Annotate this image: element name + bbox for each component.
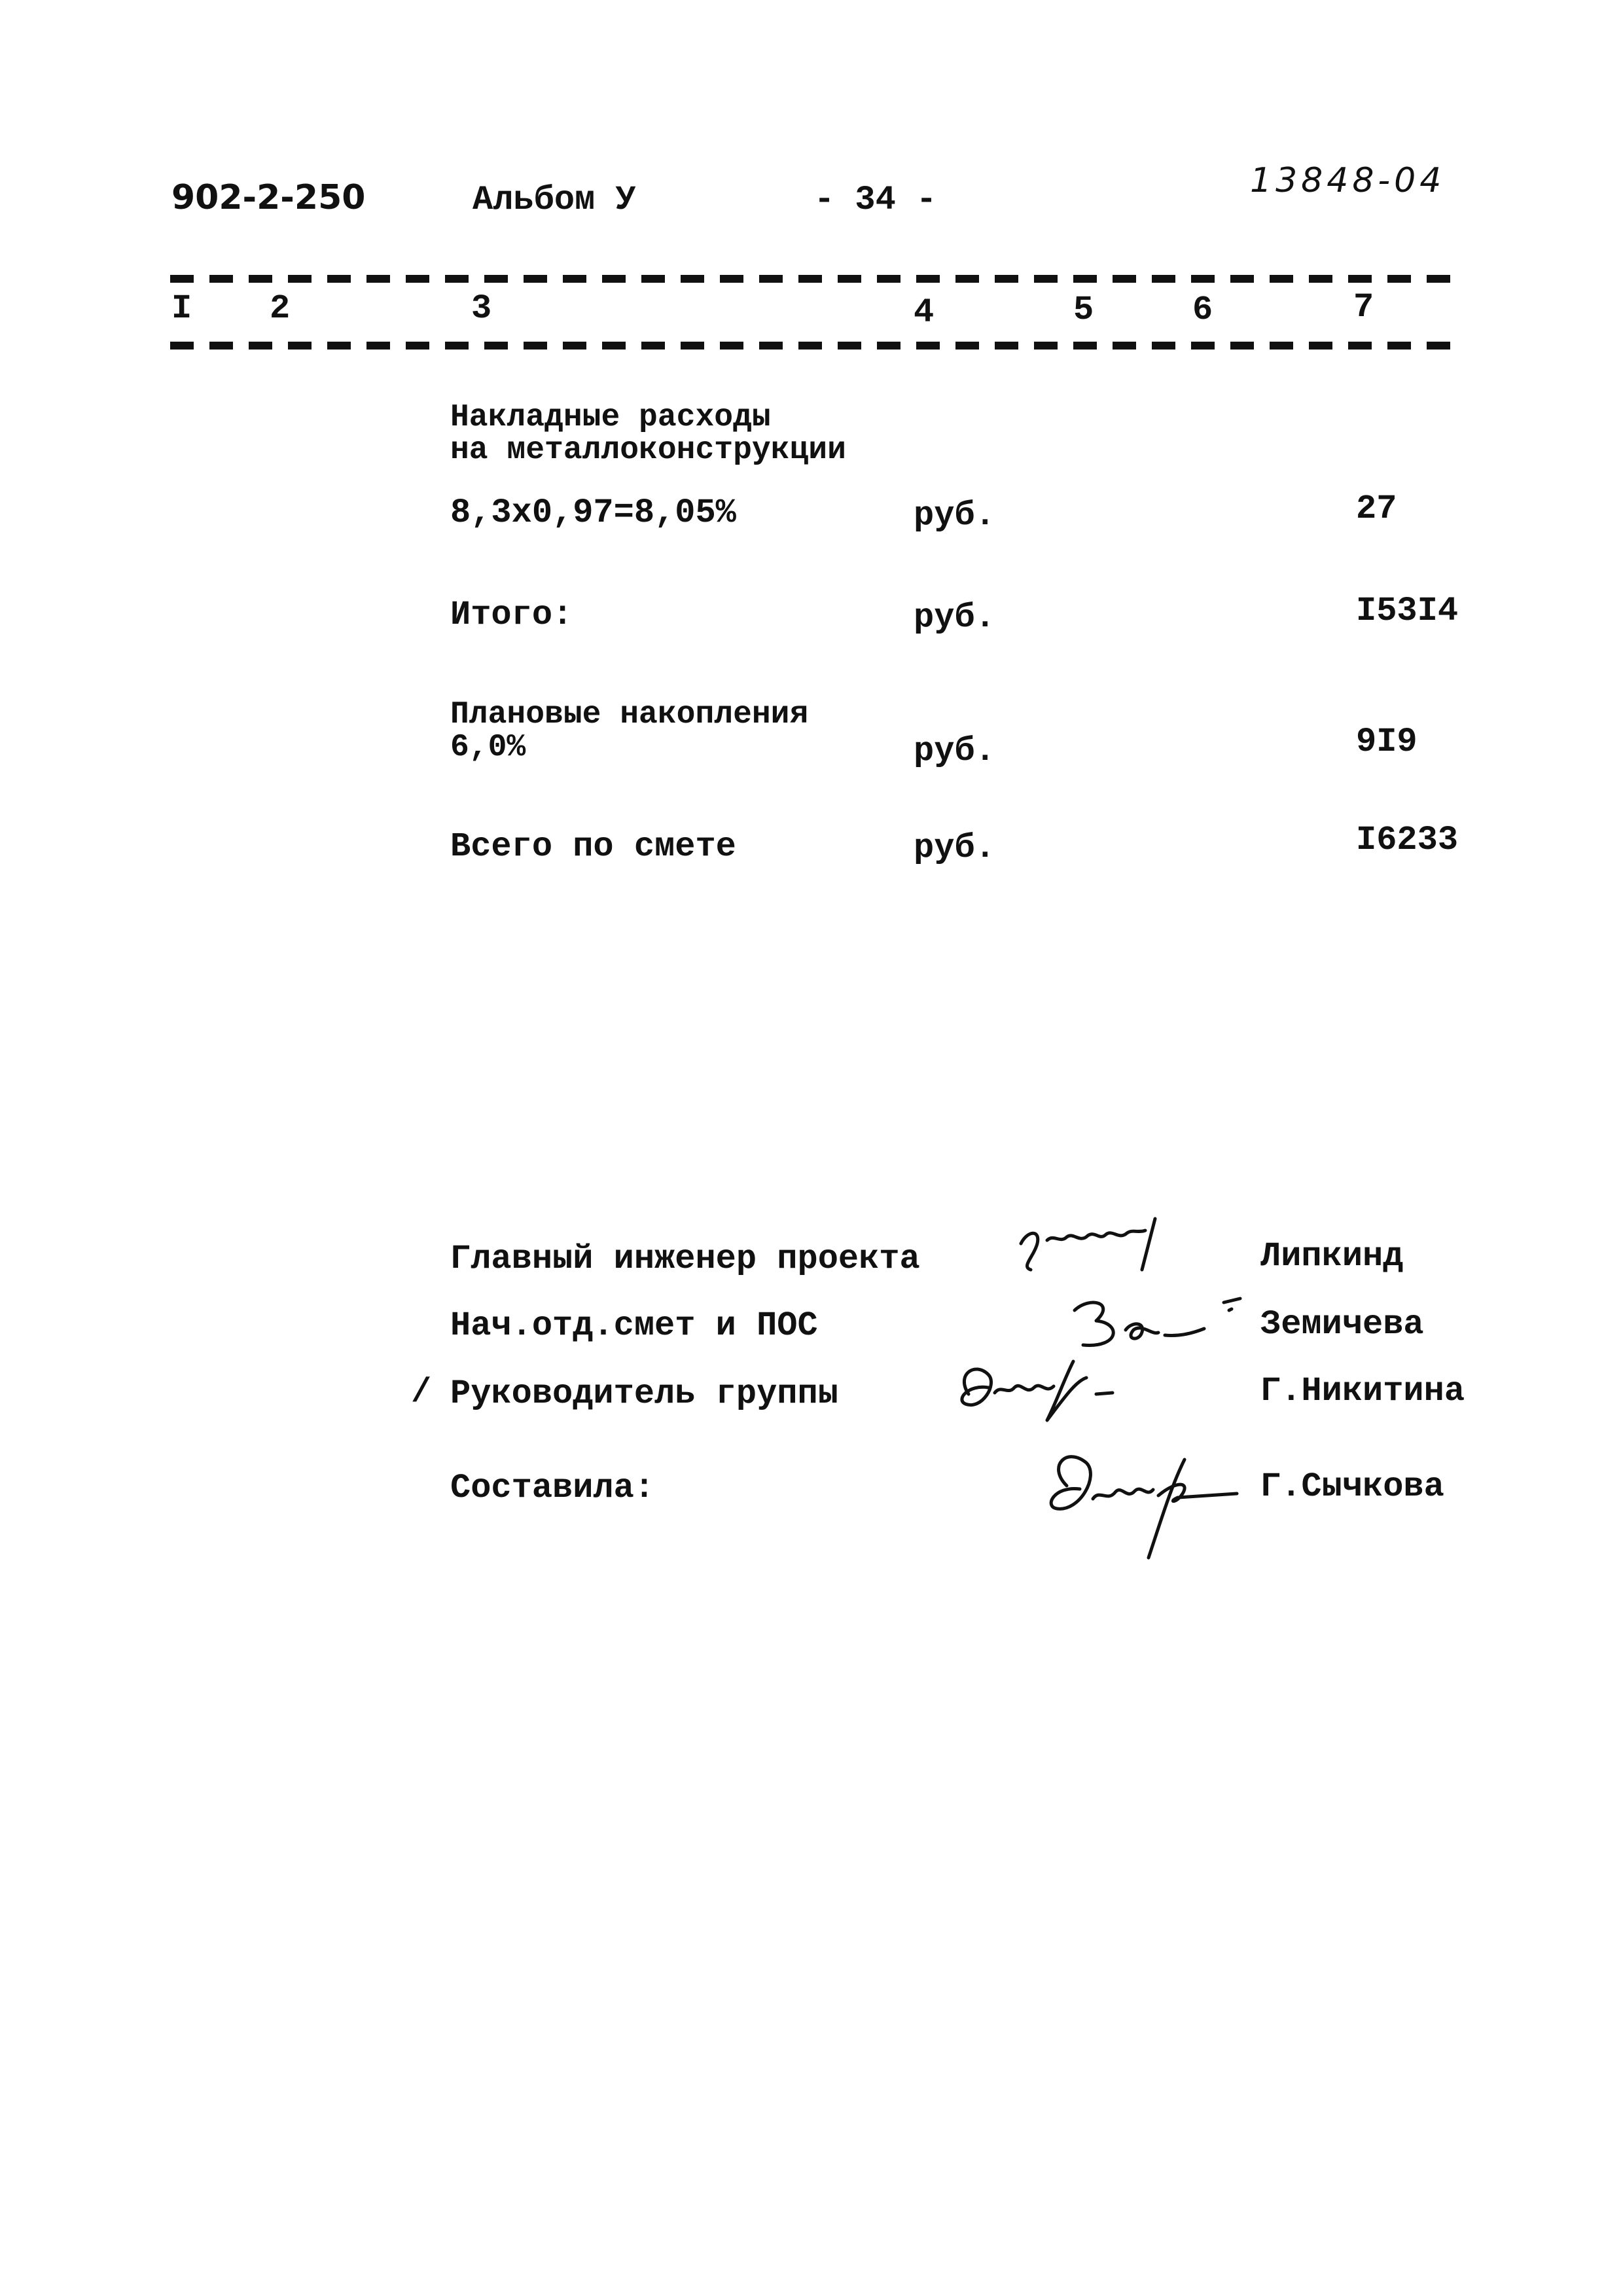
column-number-1: I: [171, 289, 192, 328]
page-number: - 34 -: [814, 181, 937, 219]
signature-name-compiler: Г.Сычкова: [1260, 1467, 1444, 1506]
handwritten-signature-group-head: [942, 1348, 1152, 1427]
inventory-number: 13848-04: [1250, 161, 1446, 200]
row-total-unit: руб.: [914, 829, 995, 867]
row-subtotal-unit: руб.: [914, 598, 995, 637]
signature-name-estimates-head: Земичева: [1260, 1305, 1424, 1344]
row-overhead-value: 27: [1356, 490, 1397, 528]
column-number-6: 6: [1192, 291, 1213, 329]
row-subtotal-value: I53I4: [1356, 592, 1459, 630]
column-number-2: 2: [270, 289, 291, 328]
signature-role-group-head: Руководитель группы: [450, 1374, 838, 1413]
header-rule-bottom: [170, 342, 1453, 350]
row-planned-label-line2: 6,0%: [450, 730, 526, 765]
signature-role-compiler: Составила:: [450, 1469, 655, 1507]
row-overhead-formula: 8,3x0,97=8,05%: [450, 493, 736, 532]
row-overhead-unit: руб.: [914, 496, 995, 535]
signature-name-chief-engineer: Липкинд: [1260, 1237, 1404, 1276]
row-total-label: Всего по смете: [450, 827, 736, 866]
handwritten-signature-chief-engineer: [1008, 1204, 1178, 1276]
signature-role-estimates-head: Нач.отд.смет и ПОС: [450, 1306, 818, 1345]
column-number-3: 3: [471, 289, 492, 328]
handwritten-signature-compiler: [1027, 1433, 1250, 1564]
margin-mark: /: [411, 1373, 432, 1412]
column-number-5: 5: [1073, 291, 1094, 329]
row-overhead-label-line2: на металлоконструкции: [450, 433, 846, 468]
doc-number: 902-2-250: [171, 178, 366, 217]
signature-role-chief-engineer: Главный инженер проекта: [450, 1240, 920, 1278]
column-number-4: 4: [914, 293, 935, 332]
row-planned-value: 9I9: [1356, 723, 1418, 761]
header-rule-top: [170, 275, 1453, 283]
row-total-value: I6233: [1356, 821, 1459, 859]
row-planned-unit: руб.: [914, 732, 995, 770]
column-number-7: 7: [1353, 288, 1374, 327]
row-overhead-label-line1: Накладные расходы: [450, 400, 771, 435]
signature-name-group-head: Г.Никитина: [1260, 1372, 1465, 1410]
album-label: Альбом У: [473, 181, 636, 219]
row-subtotal-label: Итого:: [450, 596, 573, 634]
row-planned-label-line1: Плановые накопления: [450, 697, 809, 732]
